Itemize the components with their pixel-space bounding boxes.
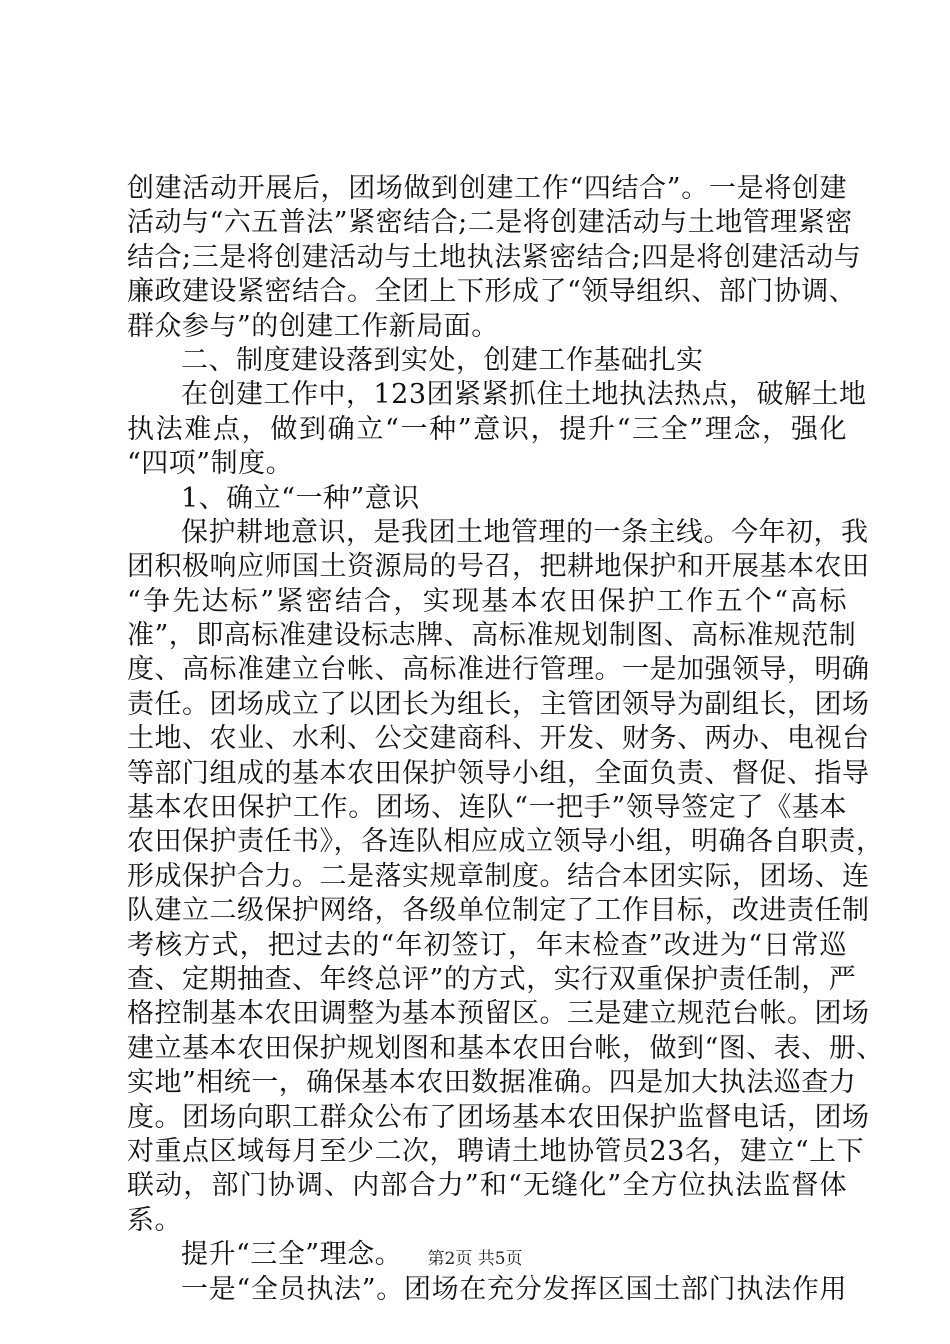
page-number: 第2页 共5页	[427, 1249, 523, 1269]
text-line: “四项”制度。	[127, 448, 294, 480]
text-line: 执法难点，做到确立“一种”意识，提升“三全”理念，强化	[127, 413, 847, 445]
document-body	[127, 172, 884, 1307]
text-line: 结合;三是将创建活动与土地执法紧密结合;四是将创建活动与	[127, 241, 862, 273]
text-line: 系。	[127, 1204, 182, 1236]
subsection-heading: 1、确立“一种”意识	[181, 482, 420, 514]
subsection-heading: 提升“三全”理念。	[181, 1239, 403, 1271]
text-line: 责任。团场成立了以团长为组长，主管团领导为副组长，团场	[127, 688, 870, 720]
text-line: 保护耕地意识，是我团土地管理的一条主线。今年初，我	[181, 516, 869, 548]
text-line: 等部门组成的基本农田保护领导小组，全面负责、督促、指导	[127, 757, 870, 789]
text-line: 土地、农业、水利、公交建商科、开发、财务、两办、电视台	[127, 723, 870, 755]
text-line: 准”，即高标准建设标志牌、高标准规划制图、高标准规范制	[127, 620, 857, 652]
text-line: 农田保护责任书》，各连队相应成立领导小组，明确各自职责，	[127, 826, 884, 858]
text-line: 基本农田保护工作。团场、连队“一把手”领导签定了《基本	[127, 792, 847, 824]
text-line: 实地”相统一，确保基本农田数据准确。四是加大执法巡查力	[127, 1067, 857, 1099]
text-line: 度。团场向职工群众公布了团场基本农田保护监督电话，团场	[127, 1101, 870, 1133]
text-line: 对重点区域每月至少二次，聘请土地协管员23名，建立“上下	[127, 1135, 865, 1167]
text-line: 活动与“六五普法”紧密结合;二是将创建活动与土地管理紧密	[127, 207, 853, 239]
text-line: 团积极响应师国土资源局的号召，把耕地保护和开展基本农田	[127, 551, 870, 583]
text-line: 考核方式，把过去的“年初签订，年末检查”改进为“日常巡	[127, 929, 847, 961]
text-line: 群众参与”的创建工作新局面。	[127, 310, 499, 342]
text-line: 联动，部门协调、内部合力”和“无缝化”全方位执法监督体	[127, 1170, 847, 1202]
text-line: 查、定期抽查、年终总评”的方式，实行双重保护责任制，严	[127, 963, 857, 995]
text-line: 廉政建设紧密结合。全团上下形成了“领导组织、部门协调、	[127, 276, 857, 308]
text-line: 一是“全员执法”。团场在充分发挥区国土部门执法作用	[181, 1273, 847, 1305]
text-line: “争先达标”紧密结合，实现基本农田保护工作五个“高标	[127, 585, 847, 617]
text-line: 在创建工作中，123团紧紧抓住土地执法热点，破解土地	[181, 379, 867, 411]
text-line: 格控制基本农田调整为基本预留区。三是建立规范台帐。团场	[127, 998, 870, 1030]
text-line: 队建立二级保护网络，各级单位制定了工作目标，改进责任制	[127, 895, 870, 927]
text-line: 度、高标准建立台帐、高标准进行管理。一是加强领导，明确	[127, 654, 870, 686]
text-line: 形成保护合力。二是落实规章制度。结合本团实际，团场、连	[127, 860, 870, 892]
section-heading: 二、制度建设落到实处，创建工作基础扎实	[181, 344, 704, 376]
text-line: 创建活动开展后，团场做到创建工作“四结合”。一是将创建	[127, 173, 847, 204]
text-line: 建立基本农田保护规划图和基本农田台帐，做到“图、表、册、	[127, 1032, 884, 1064]
